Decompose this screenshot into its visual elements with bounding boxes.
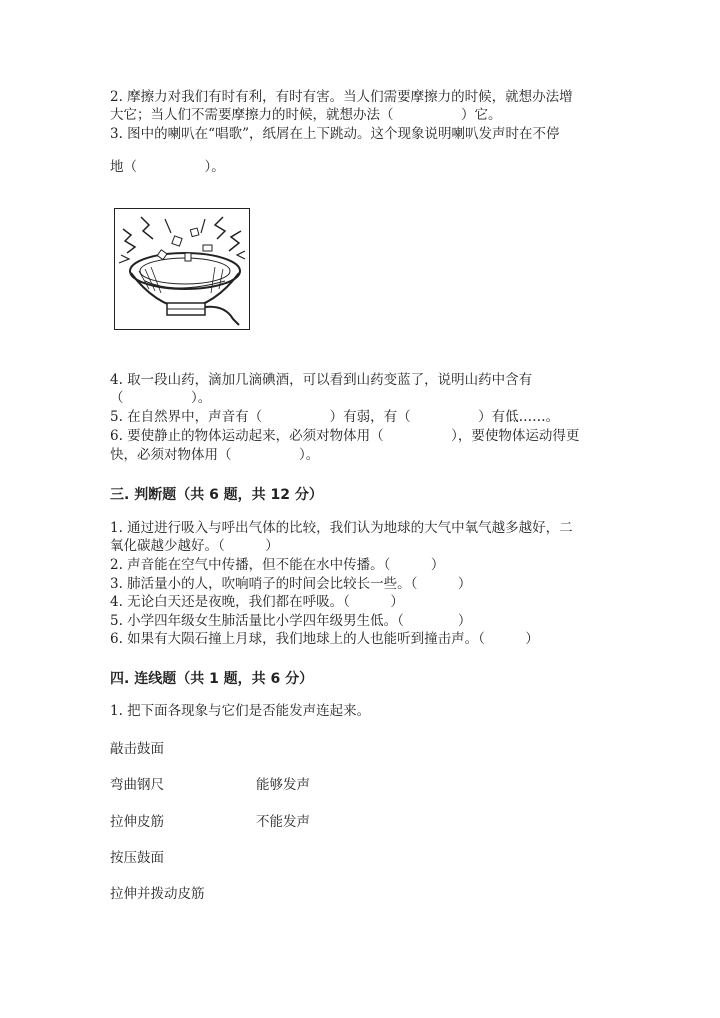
match-left-item: 拉伸并拨动皮筋: [110, 886, 205, 902]
match-left-item: 弯曲钢尺: [110, 777, 164, 793]
question-6-line-2: 快，必须对物体用（ ）。: [110, 447, 320, 463]
match-right-item: 能够发声: [256, 777, 310, 793]
judge-question-2: 2. 声音能在空气中传播，但不能在水中传播。（ ）: [110, 557, 445, 573]
match-right-item: 不能发声: [256, 814, 310, 830]
question-6-line-1: 6. 要使静止的物体运动起来，必须对物体用（ ），要使物体运动得更: [110, 428, 580, 444]
match-question-1: 1. 把下面各现象与它们是否能发声连起来。: [110, 703, 371, 719]
speaker-drawing: [115, 209, 249, 329]
judge-question-1-line-2: 氧化碳越少越好。（ ）: [110, 538, 279, 554]
judge-question-3: 3. 肺活量小的人，吹响哨子的时间会比较长一些。（ ）: [110, 576, 472, 592]
match-left-item: 拉伸皮筋: [110, 814, 164, 830]
judge-question-4: 4. 无论白天还是夜晚，我们都在呼吸。（ ）: [110, 594, 404, 610]
question-4-line-1: 4. 取一段山药，滴加几滴碘酒，可以看到山药变蓝了，说明山药中含有: [110, 372, 533, 388]
question-5: 5. 在自然界中，声音有（ ）有弱，有（ ）有低……。: [110, 409, 560, 425]
section-4-title: 四. 连线题（共 1 题，共 6 分）: [110, 671, 314, 687]
question-3-line-1: 3. 图中的喇叭在“唱歌”，纸屑在上下跳动。这个现象说明喇叭发声时在不停: [110, 126, 560, 142]
match-left-item: 敲击鼓面: [110, 741, 164, 757]
judge-question-1-line-1: 1. 通过进行吸入与呼出气体的比较，我们认为地球的大气中氧气越多越好，二: [110, 520, 573, 536]
match-left-item: 按压鼓面: [110, 850, 164, 866]
question-4-line-2: （ ）。: [110, 390, 212, 406]
question-2-line-2: 大它；当人们不需要摩擦力的时候，就想办法（ ）它。: [110, 107, 502, 123]
speaker-illustration: [114, 208, 250, 330]
question-2-line-1: 2. 摩擦力对我们有时有利，有时有害。当人们需要摩擦力的时候，就想办法增: [110, 89, 573, 105]
section-3-title: 三. 判断题（共 6 题，共 12 分）: [110, 487, 323, 503]
judge-question-6: 6. 如果有大陨石撞上月球，我们地球上的人也能听到撞击声。（ ）: [110, 631, 539, 647]
question-3-line-2: 地（ ）。: [110, 159, 225, 175]
judge-question-5: 5. 小学四年级女生肺活量比小学四年级男生低。（ ）: [110, 613, 472, 629]
